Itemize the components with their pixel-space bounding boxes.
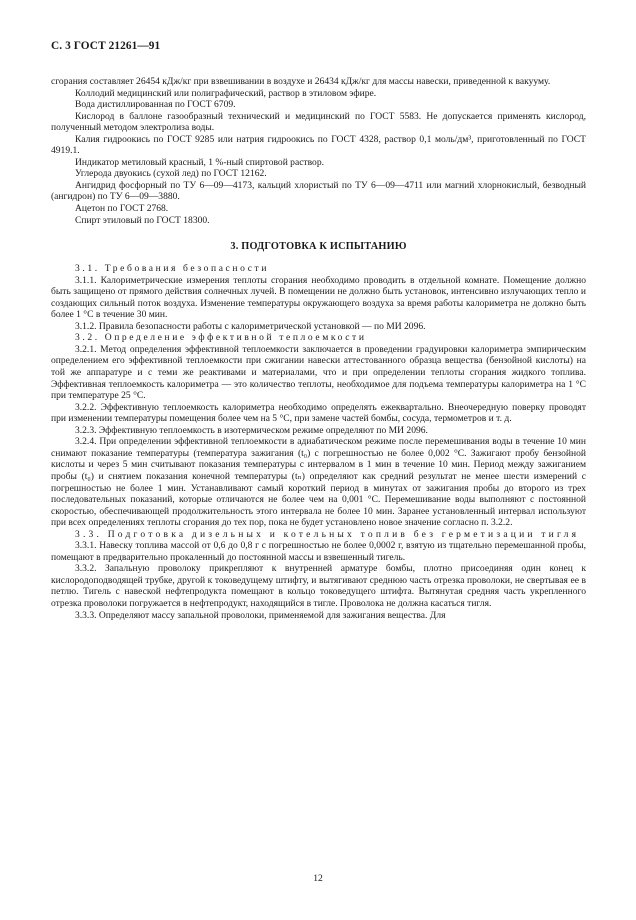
reagent-item: Индикатор метиловый красный, 1 %-ный спиртовой раствор. [75, 156, 324, 168]
paragraph-3-2-4: 3.2.4. При определении эффективной теплоемкости в адиабатическом режиме после перемешивания воды в течение 10 мин снимают показание температуры (температура зажигания (t₀) с погрешностью не более 0,002 °С. Зажигают пробу бензойной кислоты и через 5 мин считывают показания температуры с интервалом в 1 мин в течение 10 мин. Период между зажиганием пробы (t₀) и снятием показания конечной температуры (tₙ) определяют как средний результат не менее шести измерений с погрешностью не более 1 мин. Устанавливают самый короткий период в минутах от зажигания пробы до второго из трех последовательных показаний, которые отличаются не более чем на 0,001 °С. Перемешивание воды выполняют с постоянной скоростью, обеспечивающей продолжительность этого интервала не более 10 мин. Заранее установленный интервал используют при всех определениях теплоты сгорания до тех пор, пока не будет установлено новое значение согласно п. 3.2.2. [51, 436, 586, 529]
paragraph-3-1-2: 3.1.2. Правила безопасности работы с калориметрической установкой — по МИ 2096. [75, 320, 426, 332]
paragraph-3-2-1: 3.2.1. Метод определения эффективной теплоемкости заключается в проведении градуировки калориметра эмпирическим определением его эффективной теплоемкости при сжигании навески аттестованного образца вещества (бензойной кислоты) на той же аппаратуре и с теми же реактивами и материалами, что и при определении теплоты сгорания жидкого топлива. Эффективная теплоемкость калориметра — это количество теплоты, необходимое для подъема температуры калориметра на 1 °С при температуре 25 °С. [51, 343, 586, 402]
section-title: 3. ПОДГОТОВКА К ИСПЫТАНИЮ [230, 241, 407, 253]
paragraph-3-3-3: 3.3.3. Определяют массу запальной проволоки, применяемой для зажигания вещества. Для [75, 609, 446, 621]
reagent-item: Вода дистиллированная по ГОСТ 6709. [75, 99, 236, 111]
paragraph-3-2-2: 3.2.2. Эффективную теплоемкость калориметра необходимо определять ежеквартально. Внеочередную поверку проводят при изменении температуры помещения более чем на 5 °С, при замене частей бомбы, сосуда, термометров и т. д. [51, 401, 586, 425]
reagent-item: Калия гидроокись по ГОСТ 9285 или натрия гидроокись по ГОСТ 4328, раствор 0,1 моль/дм³, приготовленный по ГОСТ 4919.1. [51, 133, 586, 157]
reagent-item: сгорания составляет 26454 кДж/кг при взвешивании в воздухе и 26434 кДж/кг для массы навески, приведенной к вакууму. [51, 76, 551, 87]
reagent-item: Ангидрид фосфорный по ТУ 6—09—4173, кальций хлористый по ТУ 6—09—4711 или магний хлорнокислый, безводный (ангидрон) по ТУ 6—09—3880. [51, 179, 586, 203]
page-number: 12 [313, 873, 323, 884]
reagent-item: Кислород в баллоне газообразный технический и медицинский по ГОСТ 5583. Не допускается применять кислород, полученный методом электролиза воды. [51, 110, 586, 134]
reagent-item: Углерода двуокись (сухой лед) по ГОСТ 12162. [75, 168, 267, 180]
reagent-item: Спирт этиловый по ГОСТ 18300. [75, 214, 210, 226]
subsection-heading-3-3: 3.3. Подготовка дизельных и котельных топлив без герметизации тигля [75, 528, 580, 540]
reagent-item: Коллодий медицинский или полиграфический, раствор в этиловом эфире. [75, 87, 377, 99]
reagent-item: Ацетон по ГОСТ 2768. [75, 203, 169, 215]
paragraph-3-3-2: 3.3.2. Запальную проволоку прикрепляют к внутренней арматуре бомбы, плотно присоединяя один конец к кислородоподводящей трубке, другой к токоведущему штифту, и вытягивают среднюю часть отрезка проволоки, не свертывая ее в петлю. Тигель с навеской нефтепродукта помещают в кольцо токоведущего штифта. Вытянутая средняя часть укрепленного отрезка проволоки погружается в нефтепродукт, находящийся в тигле. Проволока не должна касаться тигля. [51, 563, 586, 609]
paragraph-3-3-1: 3.3.1. Навеску топлива массой от 0,6 до 0,8 г с погрешностью не более 0,0002 г, взятую из тщательно перемешанной пробы, помещают в предварительно прокаленный до постоянной массы и взвешенный тигель. [51, 540, 586, 563]
document-page [51, 40, 586, 621]
paragraph-3-2-3: 3.2.3. Эффективную теплоемкость в изотермическом режиме определяют по МИ 2096. [75, 424, 428, 436]
subsection-heading-3-1: 3.1. Требования безопасности [75, 263, 270, 275]
subsection-heading-3-2: 3.2. Определение эффективной теплоемкости [75, 332, 367, 344]
running-header: С. 3 ГОСТ 21261—91 [51, 40, 161, 52]
paragraph-3-1-1: 3.1.1. Калориметрические измерения теплоты сгорания необходимо проводить в отдельной комнате. Помещение должно быть защищено от прямого действия солнечных лучей. В помещении не должно быть установок, интенсивно излучающих тепло и создающих сильный поток воздуха. Изменение температуры окружающего воздуха за время работы калориметра не должно быть более 1 °С в течение 30 мин. [51, 274, 586, 321]
